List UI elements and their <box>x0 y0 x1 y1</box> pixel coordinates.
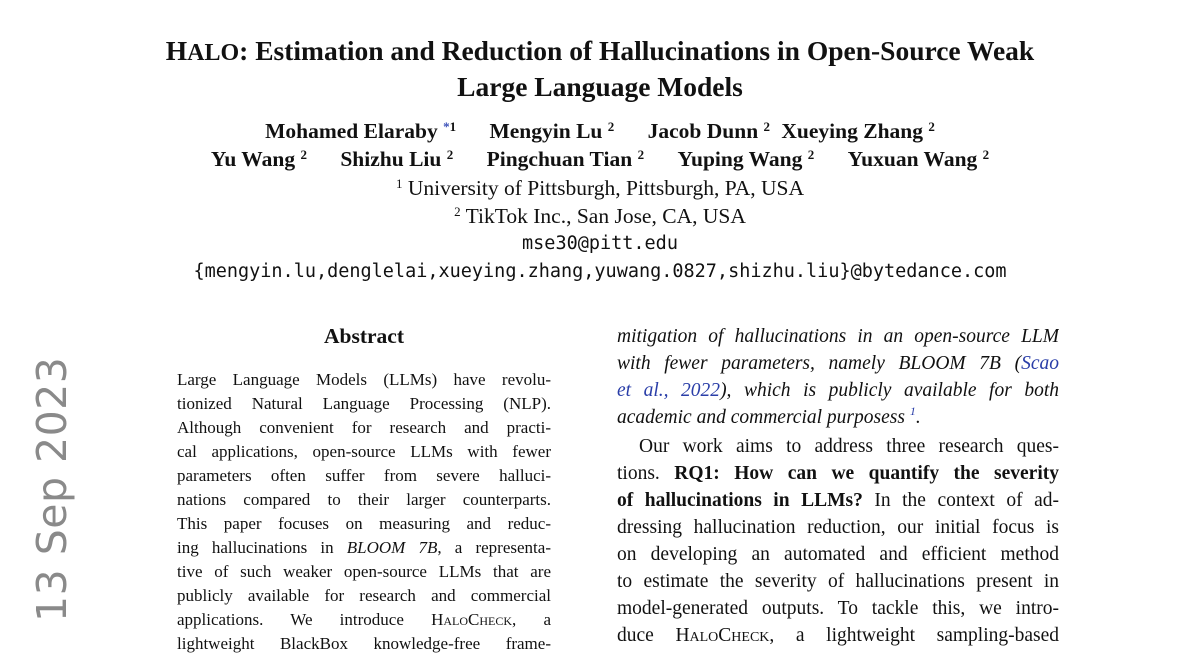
text: In the context of ad- <box>862 490 1059 511</box>
author <box>265 119 456 143</box>
body-line <box>617 377 1059 404</box>
body-line: mitigation of hallucinations in an open-source LLM <box>617 326 1059 347</box>
abstract-line: Large Language Models (LLMs) have revolu- <box>177 370 551 389</box>
author <box>781 119 934 143</box>
affiliation-mark: 2 <box>982 147 990 162</box>
affiliation-mark: 2 <box>807 147 815 162</box>
author-name: Xueying Zhang <box>781 119 923 143</box>
abstract-line: publicly available for research and commercial <box>177 586 551 605</box>
authors-row-1 <box>0 117 1200 145</box>
affiliation-mark: 2 <box>928 119 935 134</box>
affiliation-mark: 2 <box>607 119 615 134</box>
body-line <box>617 487 1059 514</box>
text: . <box>915 407 921 428</box>
abstract-line: parameters often suffer from severe halluci- <box>177 466 551 485</box>
text: with fewer parameters, namely BLOOM 7B ( <box>617 353 1022 374</box>
author <box>677 147 814 171</box>
author-name: Pingchuan Tian <box>486 147 633 171</box>
affiliation-mark: 2 <box>763 119 771 134</box>
abstract-line: This paper focuses on measuring and reduc- <box>177 514 551 533</box>
author-name: Mengyin Lu <box>489 119 603 143</box>
author <box>648 119 770 143</box>
body-line: model-generated outputs. To tackle this, we intro- <box>617 598 1059 619</box>
author-name: Shizhu Liu <box>340 147 442 171</box>
author <box>489 119 614 143</box>
affiliation-2 <box>0 202 1200 230</box>
abstract-line <box>177 536 551 560</box>
abstract-line: cal applications, open-source LLMs with fewer <box>177 442 551 461</box>
arxiv-date-stamp: 13 Sep 2023 <box>28 356 76 622</box>
affiliation-1 <box>0 174 1200 202</box>
affiliation-text: TikTok Inc., San Jose, CA, USA <box>465 204 746 228</box>
footnote-link[interactable]: 1 <box>909 404 916 418</box>
author-name: Yu Wang <box>210 147 296 171</box>
title-line-2: Large Language Models <box>457 71 743 102</box>
halo-rest: ALO <box>187 40 240 66</box>
abstract-line: Although convenient for research and practi- <box>177 418 551 437</box>
abstract-line: lightweight BlackBox knowledge-free frame- <box>177 634 551 653</box>
text: applications. We introduce <box>177 610 432 629</box>
method-name: HaloCheck <box>675 625 770 646</box>
author <box>848 147 990 171</box>
halo-h: H <box>165 35 188 66</box>
body-line <box>617 622 1059 649</box>
author-name: Mohamed Elaraby <box>265 119 438 143</box>
body-line: on developing an automated and efficient method <box>617 544 1059 565</box>
corresponding-mark: * <box>443 119 450 134</box>
citation-link[interactable]: et al., 2022 <box>617 380 721 401</box>
text: ), which is publicly available for both <box>720 380 1059 401</box>
affiliation-mark: 2 <box>446 147 454 162</box>
paper-title <box>0 34 1200 103</box>
email-1[interactable]: mse30@pitt.edu <box>522 233 678 254</box>
author-name: Jacob Dunn <box>647 119 759 143</box>
affiliation-text: University of Pittsburgh, Pittsburgh, PA, USA <box>407 176 805 200</box>
text: academic and commercial purposess <box>617 407 905 428</box>
affiliation-number: 1 <box>395 176 403 191</box>
body-line <box>617 404 1059 431</box>
abstract-line: tionized Natural Language Processing (NLP). <box>177 394 551 413</box>
text: tions. <box>617 463 675 484</box>
method-name: HaloCheck <box>431 610 513 629</box>
citation-link[interactable]: Scao <box>1021 353 1059 374</box>
text: ing hallucinations in <box>177 538 347 557</box>
title-line-1-rest: : Estimation and Reduction of Hallucinations in Open-Source Weak <box>239 35 1035 66</box>
author-name: Yuping Wang <box>677 147 803 171</box>
abstract-line: tive of such weaker open-source LLMs that are <box>177 562 551 581</box>
research-question: of hallucinations in LLMs? <box>617 490 863 511</box>
body-line <box>617 460 1059 487</box>
text: , a <box>512 610 551 629</box>
author <box>487 147 644 171</box>
model-name: BLOOM 7B <box>346 538 438 557</box>
text: duce <box>617 625 676 646</box>
email-2[interactable]: {mengyin.lu,denglelai,xueying.zhang,yuwang.0827,shizhu.liu}@bytedance.com <box>193 261 1007 282</box>
abstract-line <box>177 608 551 632</box>
body-line <box>617 350 1059 377</box>
author <box>340 147 453 171</box>
body-line: dressing hallucination reduction, our initial focus is <box>617 517 1059 538</box>
body-line: to estimate the severity of hallucinations present in <box>617 571 1059 592</box>
text: , a representa- <box>437 538 551 557</box>
affiliation-mark: 2 <box>300 147 307 162</box>
abstract-heading: Abstract <box>323 324 404 348</box>
text: , a lightweight sampling-based <box>769 625 1059 646</box>
author-name: Yuxuan Wang <box>847 147 978 171</box>
abstract-line: nations compared to their larger counterparts. <box>177 490 551 509</box>
title-line-1 <box>0 34 1200 70</box>
author <box>211 147 307 171</box>
affiliation-mark: 2 <box>637 147 645 162</box>
affiliation-mark: 1 <box>449 119 457 134</box>
affiliation-number: 2 <box>454 204 461 219</box>
authors-row-2 <box>0 145 1200 173</box>
body-line: Our work aims to address three research ques- <box>639 436 1059 457</box>
research-question: RQ1: How can we quantify the severity <box>674 463 1059 484</box>
